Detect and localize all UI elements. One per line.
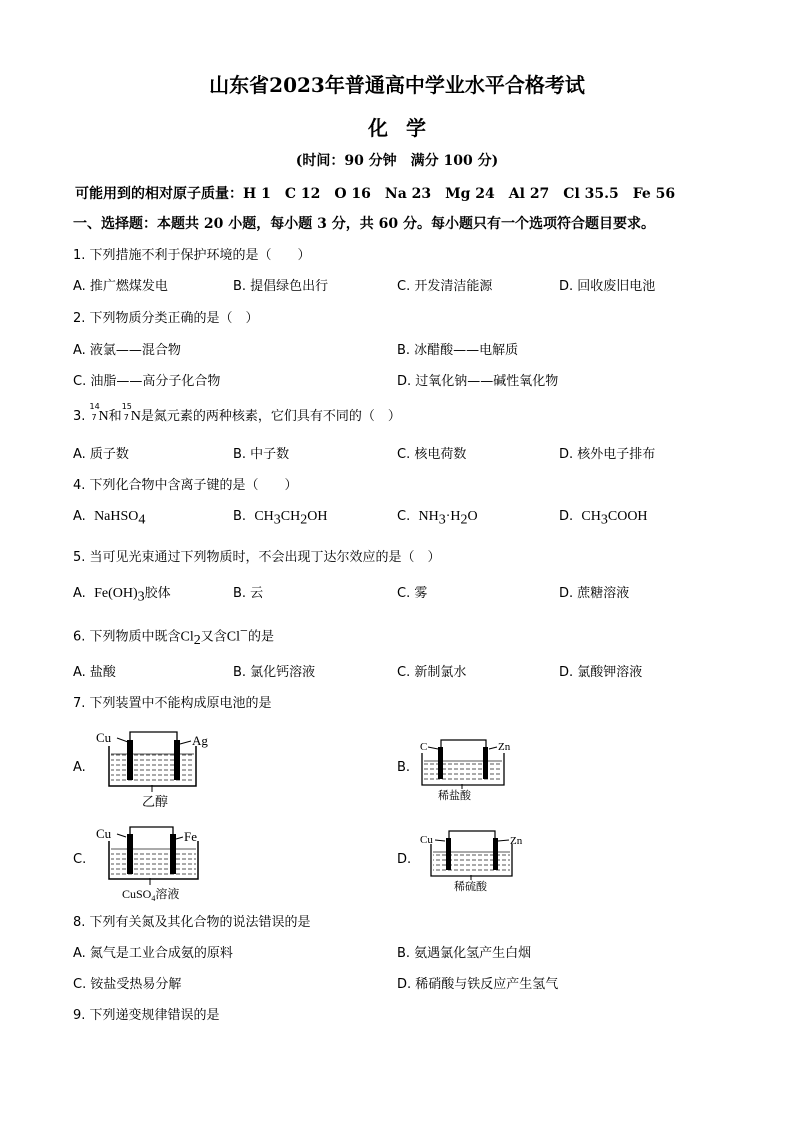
nuclide-n14-notation: 14 7 [89,402,100,422]
q8-option-c: C. 铵盐受热易分解 [73,977,182,992]
q7-stem: 7. 下列装置中不能构成原电池的是 [73,696,272,711]
q4-option-a: A. NaHSO$_4$ [73,509,146,528]
q1-stem: 1. 下列措施不利于保护环境的是（ ） [73,248,311,263]
solution-label: 稀硫酸 [454,881,487,892]
q9-stem: 9. 下列递变规律错误的是 [73,1008,220,1023]
q8-stem: 8. 下列有关氮及其化合物的说法错误的是 [73,915,311,930]
left-electrode-label: Cu [96,826,112,841]
q4-option-b: B. $CH_3CH_2OH$ [233,509,328,528]
q3-stem: 3. 14 7 N和 15 7 N是氮元素的两种核素，它们具有不同的（ ） [73,402,401,424]
q2-stem: 2. 下列物质分类正确的是（ ） [73,311,259,326]
electrolyte [111,849,196,877]
left-electrode-label: Cu [96,730,112,745]
q6-option-b: B. 氯化钙溶液 [233,665,316,680]
q5-option-a: A. $Fe(OH)_3$胶体 [73,586,171,605]
q4-option-d: D. $CH_3COOH$ [559,509,648,528]
solution-label: 稀盐酸 [438,790,471,801]
right-electrode-label: Zn [510,835,523,847]
q7-option-c-letter: C. [73,852,87,867]
right-electrode [174,740,180,780]
q6-option-c: C. 新制氯水 [397,665,467,680]
left-electrode [438,747,443,779]
q3-option-b: B. 中子数 [233,447,290,462]
q2-option-a: A. 液氯——混合物 [73,343,181,358]
right-electrode [170,834,176,874]
cell-diagram-b [418,737,528,801]
electrolyte [433,852,510,874]
q5-option-b: B. 云 [233,586,264,601]
q5-stem: 5. 当可见光束通过下列物质时，不会出现丁达尔效应的是（ ） [73,550,441,565]
q8-option-b: B. 氨遇氯化氢产生白烟 [397,946,532,961]
subject-title: 化学 [368,116,444,140]
q7-option-d-letter: D. [397,852,412,867]
q4-stem: 4. 下列化合物中含离子键的是（ ） [73,478,298,493]
q6-option-d: D. 氯酸钾溶液 [559,665,643,680]
cell-diagram-c [92,822,222,902]
q3-option-d: D. 核外电子排布 [559,447,656,462]
q4-option-c: C. $NH_3\cdot H_2O$ [397,509,478,528]
q6-option-a: A. 盐酸 [73,665,116,680]
q1-option-d: D. 回收废旧电池 [559,279,656,294]
q8-option-d: D. 稀硝酸与铁反应产生氢气 [397,977,559,992]
cell-diagram-a [92,728,222,810]
electrolyte [111,754,194,784]
q1-option-c: C. 开发清洁能源 [397,279,493,294]
q5-option-c: C. 雾 [397,586,428,601]
cell-diagram-d [418,828,536,892]
right-electrode [483,747,488,779]
q1-option-b: B. 提倡绿色出行 [233,279,329,294]
atomic-masses: 可能用到的相对原子质量：H 1 C 12 O 16 Na 23 Mg 24 Al 27 Cl 35.5 Fe 56 [75,186,676,202]
solution-label: 乙醇 [142,794,169,809]
time-info: (时间：90 分钟 满分 100 分) [295,153,499,169]
solution-label: CuSO$_4$溶液 [122,887,180,902]
right-electrode-label: Fe [184,829,197,844]
exam-title: 山东省2023年普通高中学业水平合格考试 [209,73,585,97]
q7-option-a-letter: A. [73,760,86,775]
q1-option-a: A. 推广燃煤发电 [73,279,168,294]
nuclide-n15-notation: 15 7 [121,402,132,422]
left-electrode [127,740,133,780]
q2-option-d: D. 过氧化钠——碱性氧化物 [397,374,559,389]
left-electrode [446,838,451,870]
left-electrode-label: C [420,741,428,753]
right-electrode-label: Zn [498,741,511,753]
q7-option-b-letter: B. [397,760,411,775]
right-electrode [493,838,498,870]
q3-option-a: A. 质子数 [73,447,129,462]
q8-option-a: A. 氮气是工业合成氨的原料 [73,946,233,961]
q3-option-c: C. 核电荷数 [397,447,467,462]
right-electrode-label: Ag [192,733,208,748]
q6-stem: 6. 下列物质中既含$Cl_2$又含Cl−的是 [73,624,274,648]
left-electrode [127,834,133,874]
q5-option-d: D. 蔗糖溶液 [559,586,630,601]
q2-option-b: B. 冰醋酸——电解质 [397,343,519,358]
left-electrode-label: Cu [420,834,433,846]
section-heading: 一、选择题：本题共 20 小题，每小题 3 分，共 60 分。每小题只有一个选项符合题目要求。 [73,216,655,232]
q2-option-c: C. 油脂——高分子化合物 [73,374,221,389]
electrolyte [424,761,502,783]
